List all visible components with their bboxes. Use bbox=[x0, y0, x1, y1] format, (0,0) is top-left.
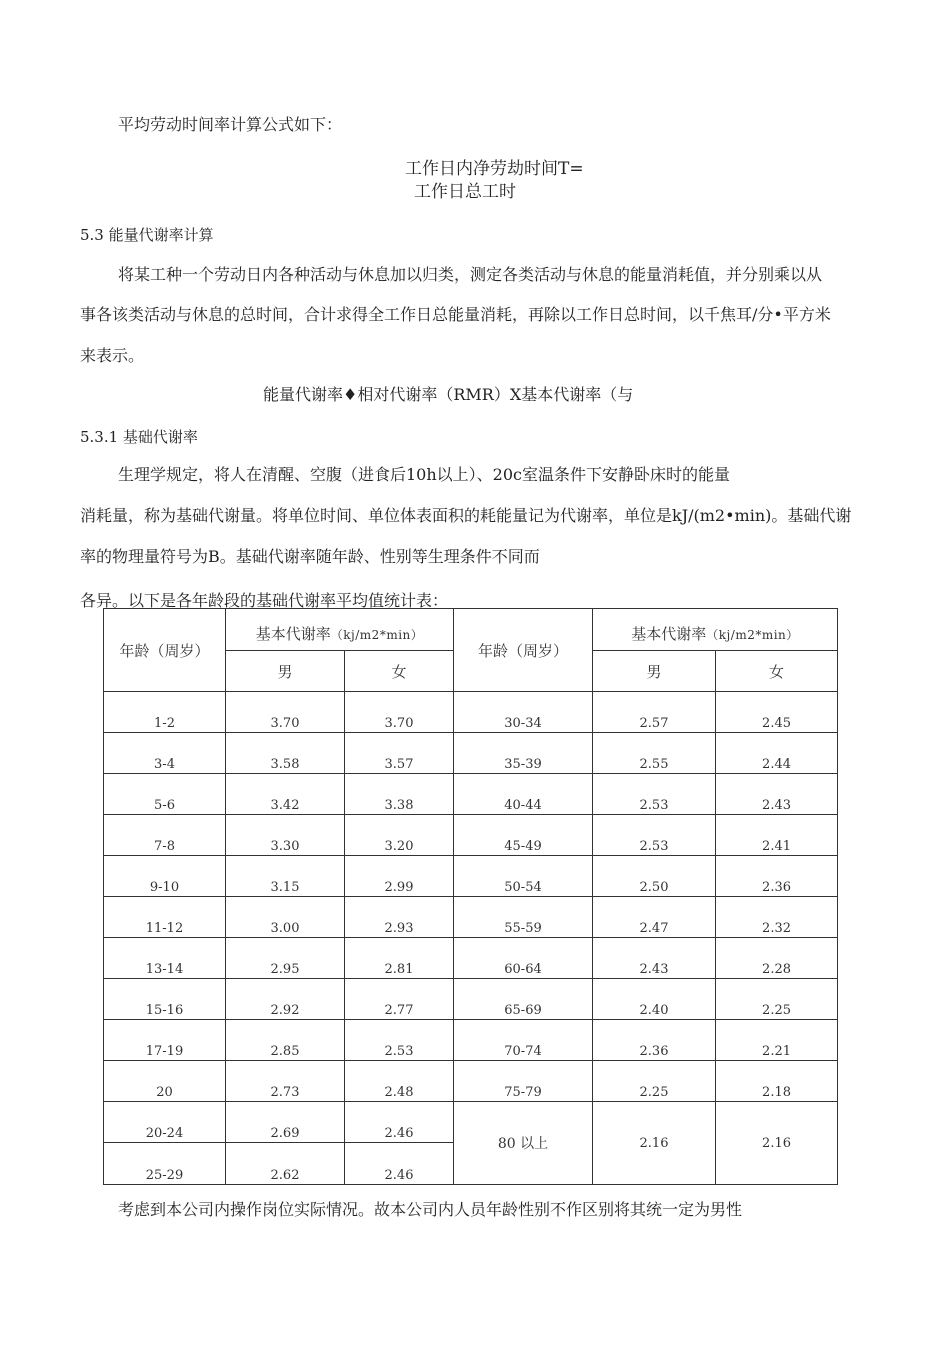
section-heading-5-3-1: 5.3.1 基础代谢率 bbox=[80, 428, 198, 446]
table-row bbox=[104, 979, 838, 1020]
male-value: 2.55 bbox=[593, 733, 716, 774]
male-value: 3.30 bbox=[226, 815, 345, 856]
age-cell: 3-4 bbox=[104, 733, 226, 774]
female-header: 女 bbox=[716, 651, 838, 692]
age-cell: 35-39 bbox=[454, 733, 593, 774]
bmr-header-left bbox=[226, 609, 454, 651]
male-value: 2.16 bbox=[593, 1102, 716, 1185]
female-value: 2.45 bbox=[716, 692, 838, 733]
male-value: 2.92 bbox=[226, 979, 345, 1020]
age-cell: 55-59 bbox=[454, 897, 593, 938]
age-cell: 75-79 bbox=[454, 1061, 593, 1102]
female-value: 2.18 bbox=[716, 1061, 838, 1102]
female-value: 2.41 bbox=[716, 815, 838, 856]
male-value: 2.73 bbox=[226, 1061, 345, 1102]
male-value: 3.00 bbox=[226, 897, 345, 938]
paragraph-line: 生理学规定，将人在清醒、空腹（进食后10h以上）、20c室温条件下安静卧床时的能量 bbox=[118, 465, 730, 484]
closing-paragraph: 考虑到本公司内操作岗位实际情况。故本公司内人员年龄性别不作区别将其统一定为男性 bbox=[118, 1200, 743, 1219]
female-value: 2.93 bbox=[345, 897, 454, 938]
paragraph-line: 各异。以下是各年龄段的基础代谢率平均值统计表： bbox=[80, 591, 449, 610]
male-value: 3.58 bbox=[226, 733, 345, 774]
bmr-header-label: 基本代谢率 bbox=[255, 625, 331, 643]
male-value: 2.43 bbox=[593, 938, 716, 979]
bmr-header-unit: （kj/m2*min） bbox=[330, 628, 424, 642]
female-value: 3.57 bbox=[345, 733, 454, 774]
male-value: 2.95 bbox=[226, 938, 345, 979]
paragraph-line: 来表示。 bbox=[80, 346, 145, 365]
male-value: 2.57 bbox=[593, 692, 716, 733]
female-value: 2.77 bbox=[345, 979, 454, 1020]
age-cell: 5-6 bbox=[104, 774, 226, 815]
age-cell: 1-2 bbox=[104, 692, 226, 733]
bmr-header-label: 基本代谢率 bbox=[631, 625, 707, 643]
female-value: 2.46 bbox=[345, 1143, 454, 1185]
paragraph-line: 事各该类活动与休息的总时间，合计求得全工作日总能量消耗，再除以工作日总时间，以千焦耳/分•平方米 bbox=[80, 305, 831, 324]
table-row bbox=[104, 856, 838, 897]
formula-numerator: 工作日内净劳劫时间T= bbox=[405, 159, 584, 179]
male-value: 2.40 bbox=[593, 979, 716, 1020]
age-cell: 7-8 bbox=[104, 815, 226, 856]
female-value: 2.16 bbox=[716, 1102, 838, 1185]
energy-formula: 能量代谢率♦相对代谢率（RMR）X基本代谢率（与 bbox=[263, 385, 634, 404]
table-row bbox=[104, 1061, 838, 1102]
table-row bbox=[104, 733, 838, 774]
male-value: 2.62 bbox=[226, 1143, 345, 1185]
male-header: 男 bbox=[593, 651, 716, 692]
female-value: 2.25 bbox=[716, 979, 838, 1020]
female-value: 2.32 bbox=[716, 897, 838, 938]
bmr-header-unit: （kj/m2*min） bbox=[706, 628, 799, 642]
section-heading-5-3: 5.3 能量代谢率计算 bbox=[80, 226, 214, 244]
male-value: 2.47 bbox=[593, 897, 716, 938]
female-value: 3.38 bbox=[345, 774, 454, 815]
male-value: 2.85 bbox=[226, 1020, 345, 1061]
female-value: 2.48 bbox=[345, 1061, 454, 1102]
formula-intro: 平均劳动时间率计算公式如下： bbox=[118, 115, 343, 134]
female-value: 2.21 bbox=[716, 1020, 838, 1061]
male-value: 2.53 bbox=[593, 774, 716, 815]
male-value: 3.70 bbox=[226, 692, 345, 733]
age-cell: 9-10 bbox=[104, 856, 226, 897]
female-value: 3.70 bbox=[345, 692, 454, 733]
male-value: 3.42 bbox=[226, 774, 345, 815]
male-value: 2.50 bbox=[593, 856, 716, 897]
age-cell: 11-12 bbox=[104, 897, 226, 938]
age-cell: 50-54 bbox=[454, 856, 593, 897]
age-cell: 40-44 bbox=[454, 774, 593, 815]
female-value: 2.44 bbox=[716, 733, 838, 774]
paragraph-line: 率的物理量符号为B。基础代谢率随年龄、性别等生理条件不同而 bbox=[80, 547, 540, 566]
male-value: 2.53 bbox=[593, 815, 716, 856]
age-cell: 70-74 bbox=[454, 1020, 593, 1061]
male-value: 2.36 bbox=[593, 1020, 716, 1061]
age-header-left: 年龄（周岁） bbox=[104, 609, 226, 692]
female-value: 2.46 bbox=[345, 1102, 454, 1143]
bmr-table bbox=[103, 608, 838, 1185]
table-row bbox=[104, 815, 838, 856]
age-cell: 80 以上 bbox=[454, 1102, 593, 1185]
age-cell: 60-64 bbox=[454, 938, 593, 979]
table-row bbox=[104, 897, 838, 938]
male-value: 2.25 bbox=[593, 1061, 716, 1102]
age-cell: 20 bbox=[104, 1061, 226, 1102]
age-cell: 13-14 bbox=[104, 938, 226, 979]
table-row bbox=[104, 938, 838, 979]
male-header: 男 bbox=[226, 651, 345, 692]
female-header: 女 bbox=[345, 651, 454, 692]
male-value: 2.69 bbox=[226, 1102, 345, 1143]
paragraph-line: 消耗量，称为基础代谢量。将单位时间、单位体表面积的耗能量记为代谢率，单位是kJ/(m2•min)。基础代谢 bbox=[80, 506, 852, 525]
formula-denominator: 工作日总工时 bbox=[414, 182, 516, 202]
table-row bbox=[104, 1020, 838, 1061]
table-row bbox=[104, 692, 838, 733]
female-value: 2.28 bbox=[716, 938, 838, 979]
female-value: 2.36 bbox=[716, 856, 838, 897]
male-value: 3.15 bbox=[226, 856, 345, 897]
table-row bbox=[104, 1102, 838, 1143]
female-value: 2.53 bbox=[345, 1020, 454, 1061]
age-cell: 65-69 bbox=[454, 979, 593, 1020]
age-cell: 17-19 bbox=[104, 1020, 226, 1061]
paragraph-line: 将某工种一个劳动日内各种活动与休息加以归类，测定各类活动与休息的能量消耗值，并分别乘以从 bbox=[118, 265, 823, 284]
table-row bbox=[104, 774, 838, 815]
age-header-right: 年龄（周岁） bbox=[454, 609, 593, 692]
bmr-header-right bbox=[593, 609, 838, 651]
female-value: 3.20 bbox=[345, 815, 454, 856]
age-cell: 45-49 bbox=[454, 815, 593, 856]
age-cell: 25-29 bbox=[104, 1143, 226, 1185]
age-cell: 15-16 bbox=[104, 979, 226, 1020]
age-cell: 20-24 bbox=[104, 1102, 226, 1143]
female-value: 2.81 bbox=[345, 938, 454, 979]
female-value: 2.99 bbox=[345, 856, 454, 897]
female-value: 2.43 bbox=[716, 774, 838, 815]
age-cell: 30-34 bbox=[454, 692, 593, 733]
